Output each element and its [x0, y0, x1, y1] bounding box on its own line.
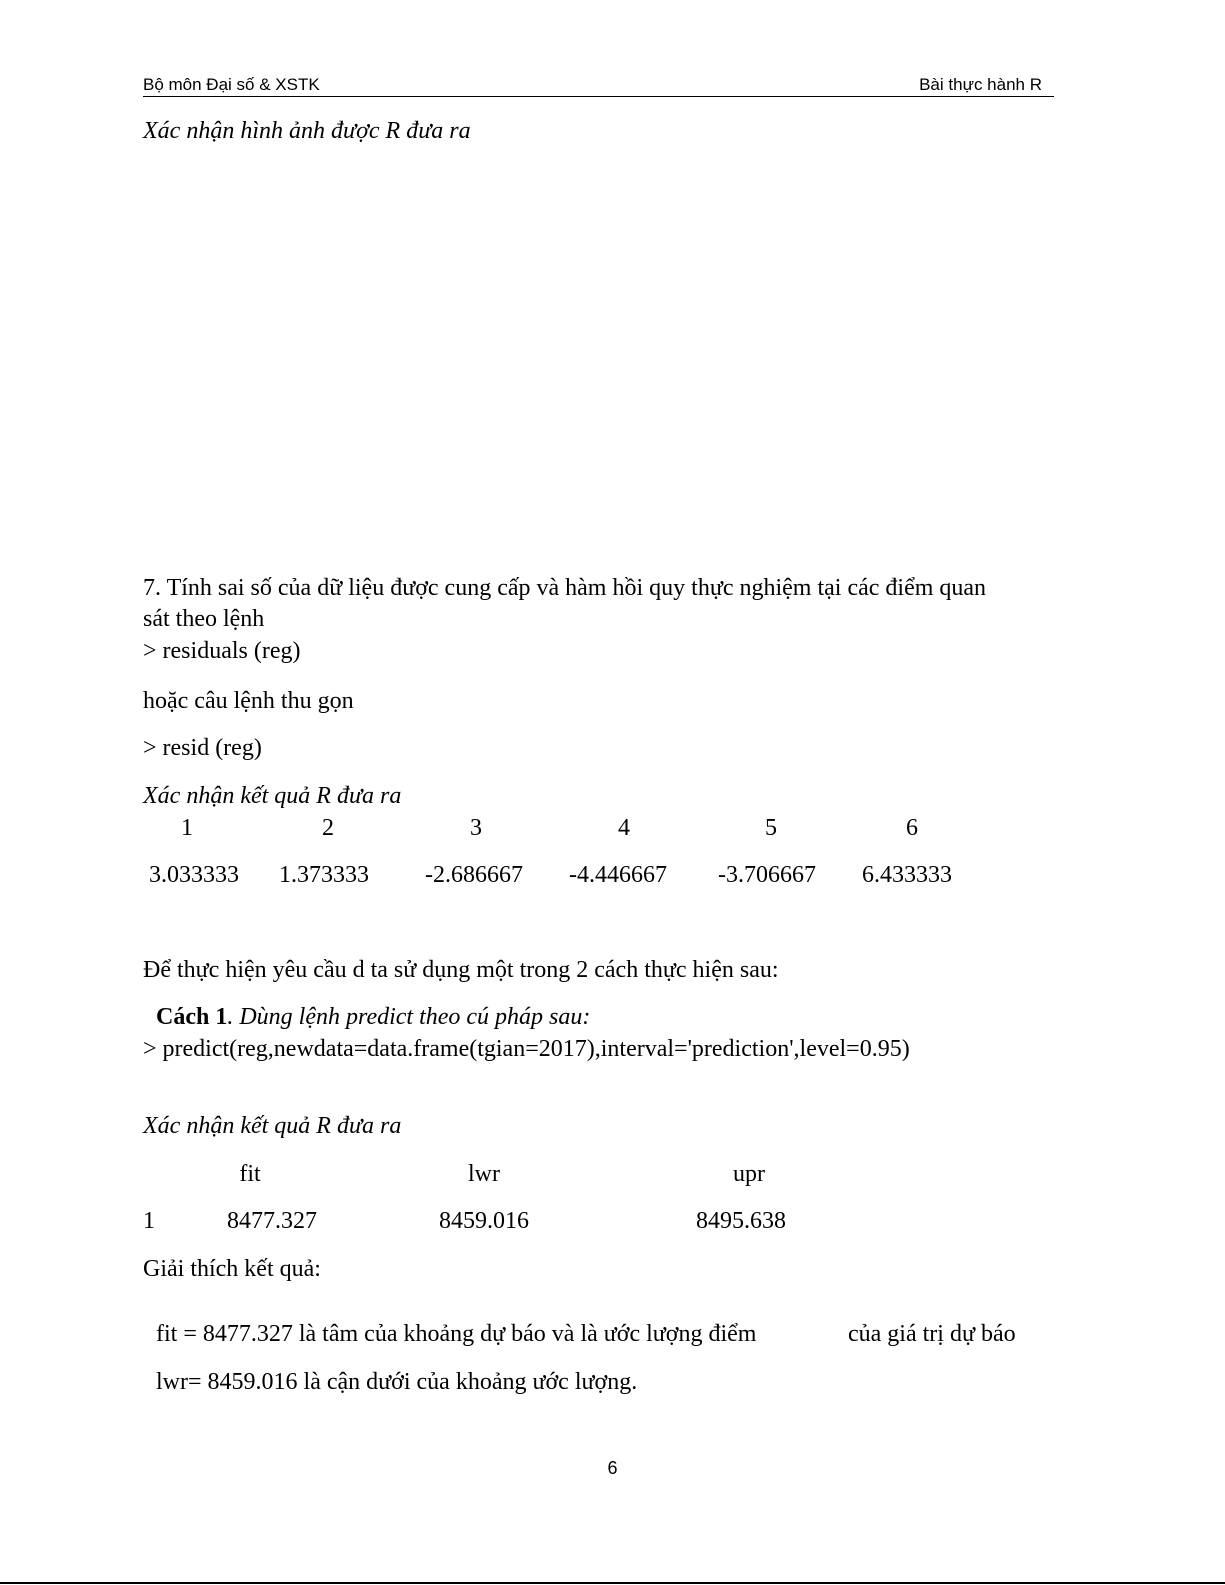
residuals-confirm-caption: Xác nhận kết quả R đưa ra — [143, 783, 402, 809]
method-1-heading — [156, 1003, 590, 1031]
residual-value: -2.686667 — [425, 862, 523, 888]
residual-index: 6 — [906, 815, 918, 841]
explain-fit: fit = 8477.327 là tâm của khoảng dự báo và là ước lượng điểm — [156, 1321, 757, 1347]
predict-command: > predict(reg,newdata=data.frame(tgian=2017),interval='prediction',level=0.95) — [143, 1036, 910, 1062]
section7-line2: sát theo lệnh — [143, 606, 265, 632]
header-department: Bộ môn Đại số & XSTK — [143, 75, 320, 94]
residual-value: -4.446667 — [569, 862, 667, 888]
section7-line1: 7. Tính sai số của dữ liệu được cung cấp và hàm hồi quy thực nghiệm tại các điểm quan — [143, 575, 987, 601]
column-header-lwr: lwr — [468, 1161, 500, 1187]
predict-confirm-caption: Xác nhận kết quả R đưa ra — [143, 1113, 402, 1139]
residual-value: 3.033333 — [149, 862, 239, 888]
residual-value: 6.433333 — [862, 862, 952, 888]
header-title: Bài thực hành R — [919, 75, 1042, 94]
upr-value: 8495.638 — [696, 1208, 786, 1234]
part-d-intro: Để thực hiện yêu cầu d ta sử dụng một trong 2 cách thực hiện sau: — [143, 957, 779, 983]
explain-fit-continued: của giá trị dự báo — [848, 1321, 1016, 1347]
residual-index: 2 — [322, 815, 334, 841]
page-number: 6 — [607, 1458, 618, 1478]
explain-lwr: lwr= 8459.016 là cận dưới của khoảng ước lượng. — [156, 1369, 638, 1395]
row-index: 1 — [143, 1208, 155, 1234]
method-text: . Dùng lệnh predict theo cú pháp sau: — [227, 1004, 591, 1030]
alt-command-note: hoặc câu lệnh thu gọn — [143, 688, 354, 714]
lwr-value: 8459.016 — [439, 1208, 529, 1234]
resid-command: > resid (reg) — [143, 735, 262, 761]
residual-index: 3 — [470, 815, 482, 841]
residual-value: -3.706667 — [718, 862, 816, 888]
residual-value: 1.373333 — [279, 862, 369, 888]
column-header-upr: upr — [733, 1161, 765, 1187]
explain-title: Giải thích kết quả: — [143, 1256, 321, 1282]
page-bottom-rule — [0, 1582, 1225, 1584]
page-header — [143, 74, 1054, 97]
image-caption: Xác nhận hình ảnh được R đưa ra — [143, 118, 471, 144]
residual-index: 1 — [181, 815, 193, 841]
method-label: Cách 1 — [156, 1004, 228, 1030]
residual-index: 5 — [765, 815, 777, 841]
residuals-command: > residuals (reg) — [143, 638, 301, 664]
column-header-fit: fit — [239, 1161, 261, 1187]
fit-value: 8477.327 — [227, 1208, 317, 1234]
residual-index: 4 — [618, 815, 630, 841]
